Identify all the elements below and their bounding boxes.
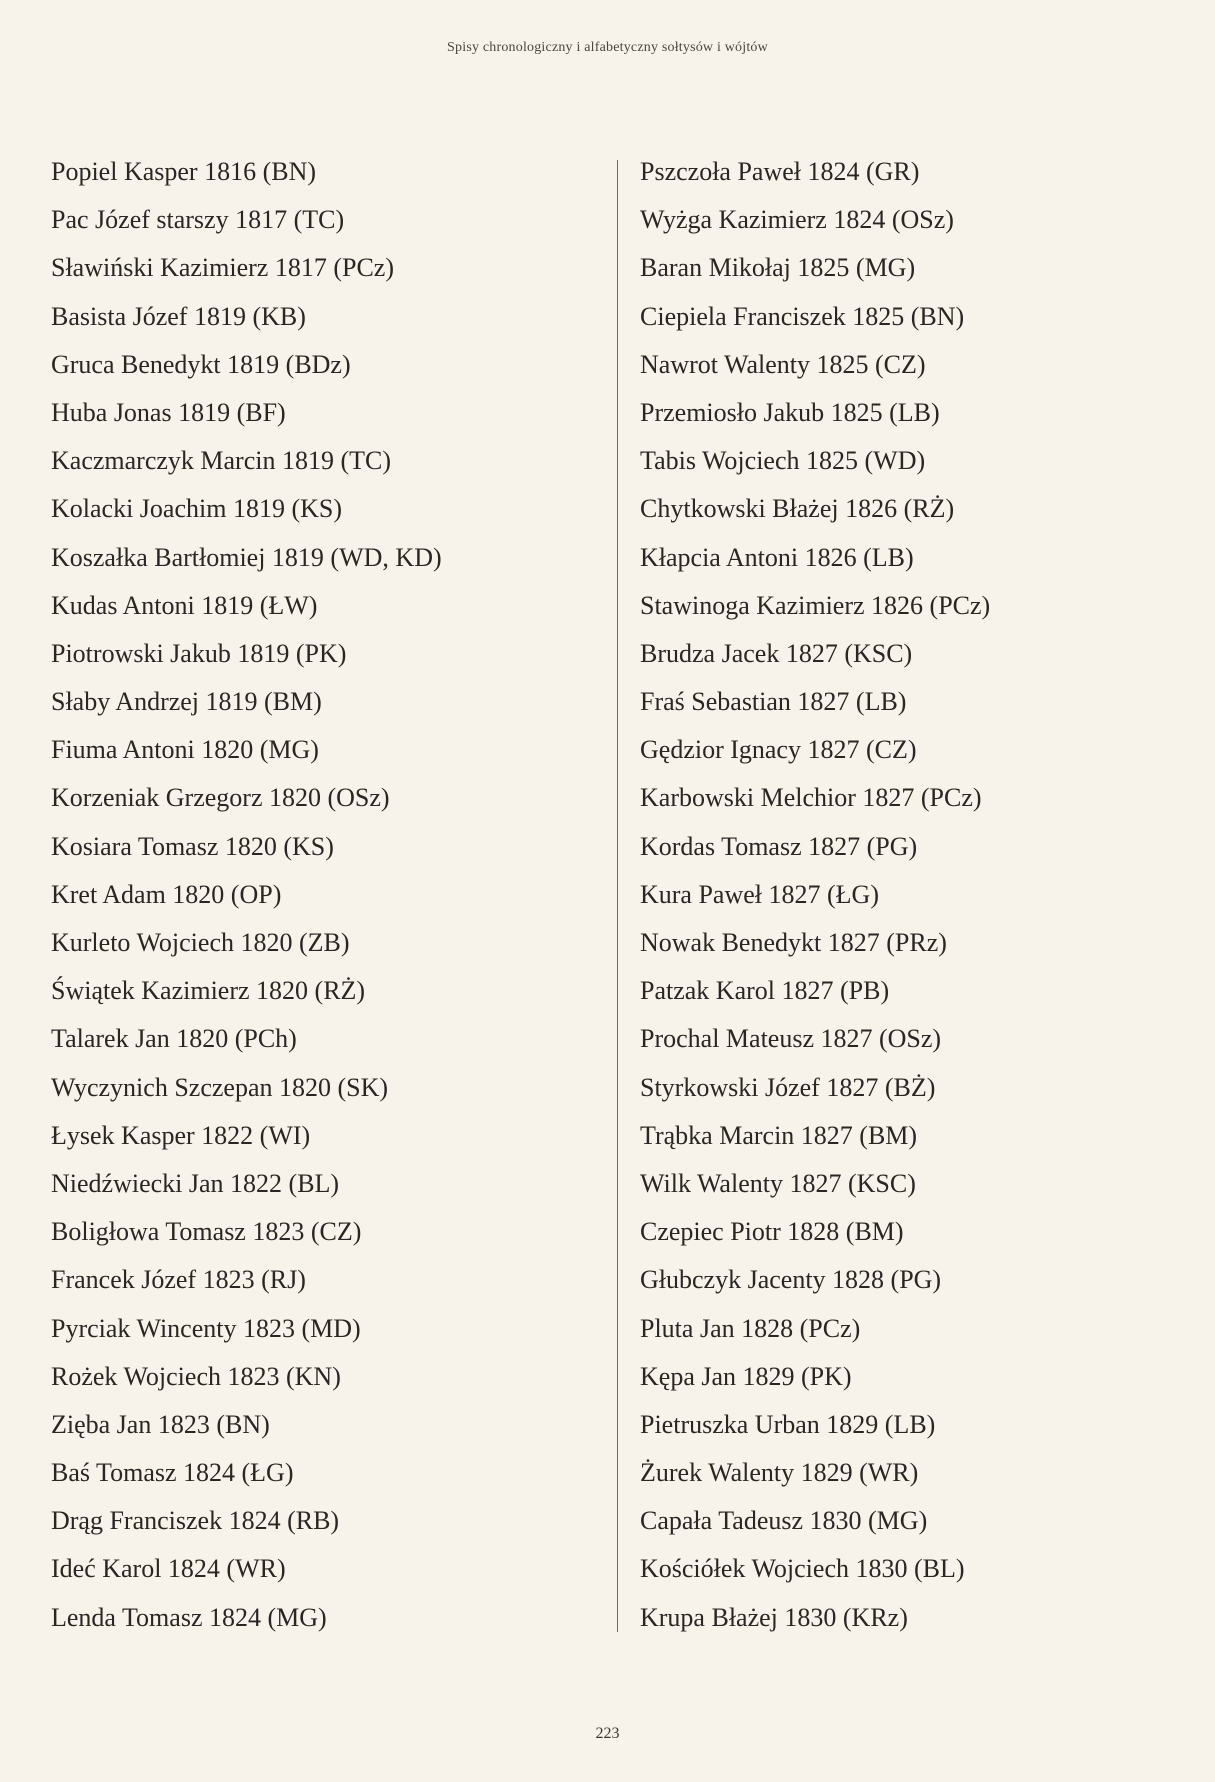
list-entry: Wyczynich Szczepan 1820 (SK)	[51, 1072, 389, 1102]
list-entry: Kaczmarczyk Marcin 1819 (TC)	[51, 446, 392, 476]
list-entry: Przemiosło Jakub 1825 (LB)	[640, 397, 940, 427]
list-entry: Kłapcia Antoni 1826 (LB)	[640, 542, 914, 572]
list-entry: Pietruszka Urban 1829 (LB)	[640, 1409, 936, 1439]
list-entry: Pyrciak Wincenty 1823 (MD)	[51, 1313, 361, 1343]
list-entry: Karbowski Melchior 1827 (PCz)	[640, 783, 982, 813]
list-entry: Fraś Sebastian 1827 (LB)	[640, 687, 907, 717]
list-entry: Kura Paweł 1827 (ŁG)	[640, 879, 879, 909]
list-entry: Zięba Jan 1823 (BN)	[51, 1409, 270, 1439]
list-entry: Niedźwiecki Jan 1822 (BL)	[51, 1168, 340, 1198]
list-entry: Słaby Andrzej 1819 (BM)	[51, 687, 322, 717]
list-entry: Łysek Kasper 1822 (WI)	[51, 1120, 311, 1150]
list-entry: Korzeniak Grzegorz 1820 (OSz)	[51, 783, 390, 813]
list-entry: Kościółek Wojciech 1830 (BL)	[640, 1554, 965, 1584]
list-entry: Pluta Jan 1828 (PCz)	[640, 1313, 861, 1343]
list-entry: Kosiara Tomasz 1820 (KS)	[51, 831, 334, 861]
list-entry: Ciepiela Franciszek 1825 (BN)	[640, 301, 965, 331]
list-entry: Kępa Jan 1829 (PK)	[640, 1361, 852, 1391]
list-entry: Baś Tomasz 1824 (ŁG)	[51, 1458, 294, 1488]
list-entry: Rożek Wojciech 1823 (KN)	[51, 1361, 341, 1391]
list-entry: Styrkowski Józef 1827 (BŻ)	[640, 1072, 936, 1102]
list-entry: Świątek Kazimierz 1820 (RŻ)	[51, 976, 366, 1006]
list-entry: Czepiec Piotr 1828 (BM)	[640, 1217, 904, 1247]
list-entry: Popiel Kasper 1816 (BN)	[51, 157, 317, 186]
list-entry: Wilk Walenty 1827 (KSC)	[640, 1168, 916, 1198]
list-entry: Huba Jonas 1819 (BF)	[51, 397, 286, 427]
right-column	[640, 148, 1180, 1642]
list-entry: Piotrowski Jakub 1819 (PK)	[51, 638, 347, 668]
list-entry: Kurleto Wojciech 1820 (ZB)	[51, 928, 350, 957]
list-entry: Żurek Walenty 1829 (WR)	[640, 1458, 919, 1488]
list-entry: Koszałka Bartłomiej 1819 (WD, KD)	[51, 542, 442, 572]
list-entry: Gędzior Ignacy 1827 (CZ)	[640, 735, 917, 765]
list-entry: Gruca Benedykt 1819 (BDz)	[51, 349, 351, 379]
list-entry: Pac Józef starszy 1817 (TC)	[51, 205, 345, 235]
list-entry: Lenda Tomasz 1824 (MG)	[51, 1602, 327, 1632]
column-divider	[617, 160, 618, 1632]
running-header: Spisy chronologiczny i alfabetyczny sołtysów i wójtów	[447, 40, 768, 55]
list-entry: Pszczoła Paweł 1824 (GR)	[640, 157, 920, 186]
list-entry: Nowak Benedykt 1827 (PRz)	[640, 928, 947, 957]
list-entry: Francek Józef 1823 (RJ)	[51, 1265, 306, 1295]
list-entry: Prochal Mateusz 1827 (OSz)	[640, 1024, 942, 1054]
list-entry: Ideć Karol 1824 (WR)	[51, 1554, 286, 1584]
list-entry: Fiuma Antoni 1820 (MG)	[51, 735, 319, 765]
list-entry: Stawinoga Kazimierz 1826 (PCz)	[640, 590, 991, 620]
list-entry: Krupa Błażej 1830 (KRz)	[640, 1602, 908, 1632]
list-entry: Kolacki Joachim 1819 (KS)	[51, 494, 343, 524]
list-entry: Trąbka Marcin 1827 (BM)	[640, 1120, 918, 1150]
list-entry: Talarek Jan 1820 (PCh)	[51, 1024, 297, 1054]
list-entry: Głubczyk Jacenty 1828 (PG)	[640, 1265, 942, 1295]
list-entry: Sławiński Kazimierz 1817 (PCz)	[51, 253, 394, 283]
list-entry: Kordas Tomasz 1827 (PG)	[640, 831, 918, 861]
list-entry: Tabis Wojciech 1825 (WD)	[640, 446, 926, 476]
list-entry: Nawrot Walenty 1825 (CZ)	[640, 349, 926, 379]
list-entry: Kret Adam 1820 (OP)	[51, 879, 282, 909]
left-column	[51, 148, 611, 1642]
list-entry: Chytkowski Błażej 1826 (RŻ)	[640, 494, 955, 524]
list-entry: Wyżga Kazimierz 1824 (OSz)	[640, 205, 954, 235]
list-entry: Boligłowa Tomasz 1823 (CZ)	[51, 1217, 362, 1247]
list-entry: Kudas Antoni 1819 (ŁW)	[51, 590, 318, 620]
list-entry: Capała Tadeusz 1830 (MG)	[640, 1506, 928, 1536]
list-entry: Brudza Jacek 1827 (KSC)	[640, 638, 913, 668]
page-number: 223	[595, 1725, 620, 1742]
list-entry: Drąg Franciszek 1824 (RB)	[51, 1506, 340, 1536]
list-entry: Baran Mikołaj 1825 (MG)	[640, 253, 916, 283]
list-entry: Patzak Karol 1827 (PB)	[640, 976, 890, 1006]
list-entry: Basista Józef 1819 (KB)	[51, 301, 306, 331]
